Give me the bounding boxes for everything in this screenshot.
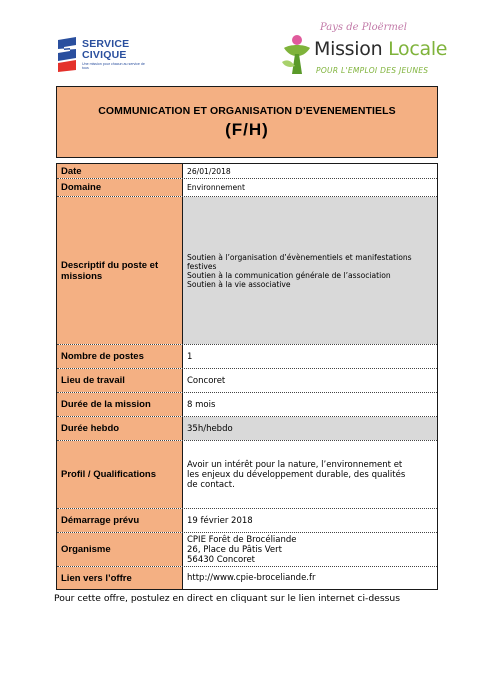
label-duree-mission: Durée de la mission — [57, 393, 183, 416]
organisme-line: 56430 Concoret — [187, 554, 256, 565]
label-date: Date — [57, 164, 183, 178]
value-demarrage: 19 février 2018 — [183, 509, 437, 532]
value-lieu: Concoret — [183, 369, 437, 392]
profil-line: de contact. — [187, 479, 235, 490]
label-organisme: Organisme — [57, 533, 183, 566]
descriptif-line: Soutien à l’organisation d’évènementiels et manifestations — [187, 252, 412, 262]
row-domaine — [57, 179, 437, 197]
descriptif-line: Soutien à la vie associative — [187, 279, 291, 289]
mission-locale-pays: Pays de Ploërmel — [320, 22, 407, 33]
label-profil: Profil / Qualifications — [57, 441, 183, 508]
service-civique-logo — [56, 36, 156, 72]
offer-sheet — [56, 86, 438, 590]
value-nombre: 1 — [183, 345, 437, 368]
row-profil — [57, 441, 437, 509]
service-civique-tagline: Une mission pour chacun au service de tous — [82, 62, 145, 70]
offer-subtitle: (F/H) — [225, 120, 269, 139]
service-civique-line1: SERVICE — [82, 38, 130, 50]
value-descriptif — [183, 197, 437, 344]
value-domaine: Environnement — [183, 179, 437, 196]
label-duree-hebdo: Durée hebdo — [57, 417, 183, 440]
row-duree-mission — [57, 393, 437, 417]
row-demarrage — [57, 509, 437, 533]
organisme-line: 26, Place du Pâtis Vert — [187, 544, 282, 555]
value-profil — [183, 441, 437, 508]
row-duree-hebdo — [57, 417, 437, 441]
label-demarrage: Démarrage prévu — [57, 509, 183, 532]
mission-locale-name — [314, 38, 447, 60]
row-date — [57, 163, 437, 179]
organisme-line: CPIE Forêt de Brocéliande — [187, 534, 297, 545]
offer-title-block — [56, 86, 438, 158]
label-nombre: Nombre de postes — [57, 345, 183, 368]
mission-locale-tagline: POUR L'EMPLOI DES JEUNES — [316, 66, 429, 75]
descriptif-line: festives — [187, 261, 217, 271]
row-descriptif — [57, 197, 437, 345]
row-nombre — [57, 345, 437, 369]
row-lieu — [57, 369, 437, 393]
label-lien: Lien vers l’offre — [57, 567, 183, 589]
service-civique-emblem-icon — [56, 36, 78, 72]
offer-details-table — [56, 163, 438, 590]
value-date: 26/01/2018 — [183, 164, 437, 178]
leaf-figure-icon — [280, 32, 314, 76]
offer-link[interactable]: http://www.cpie-broceliande.fr — [183, 567, 437, 589]
value-organisme — [183, 533, 437, 566]
footer-note: Pour cette offre, postulez en direct en cliquant sur le lien internet ci-dessus — [54, 593, 400, 604]
label-descriptif: Descriptif du poste et missions — [57, 197, 183, 344]
mission-locale-name-b: Locale — [388, 38, 448, 60]
row-organisme — [57, 533, 437, 567]
label-lieu: Lieu de travail — [57, 369, 183, 392]
mission-locale-name-a: Mission — [314, 38, 389, 60]
mission-locale-logo — [280, 20, 448, 78]
value-duree-mission: 8 mois — [183, 393, 437, 416]
profil-line: Avoir un intérêt pour la nature, l’environnement et — [187, 459, 403, 470]
profil-line: les enjeux du développement durable, des qualités — [187, 469, 406, 480]
value-duree-hebdo: 35h/hebdo — [183, 417, 437, 440]
row-lien — [57, 567, 437, 589]
offer-title: COMMUNICATION ET ORGANISATION D’EVENEMENTIELS — [98, 105, 396, 117]
service-civique-line2: CIVIQUE — [82, 49, 127, 61]
label-domaine: Domaine — [57, 179, 183, 196]
descriptif-line: Soutien à la communication générale de l’association — [187, 270, 391, 280]
